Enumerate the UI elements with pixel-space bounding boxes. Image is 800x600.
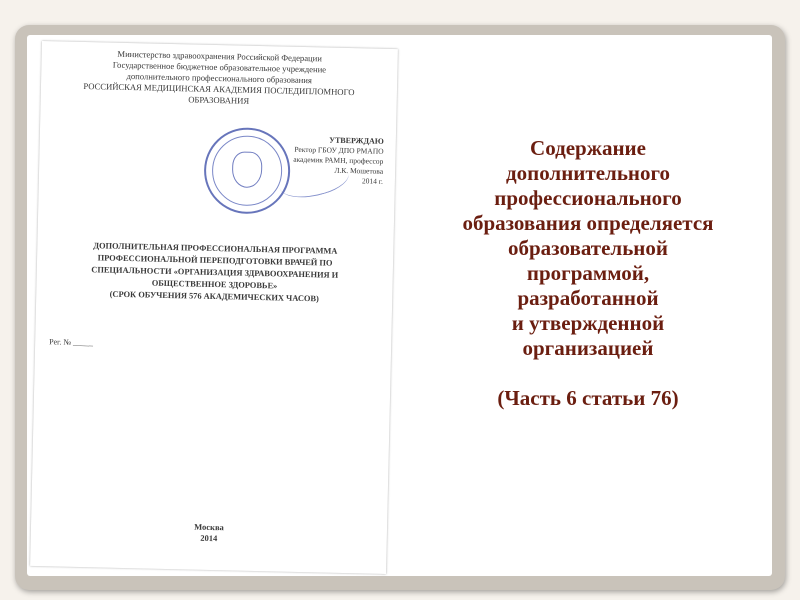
place-and-year: [31, 518, 387, 548]
header-line: ОБРАЗОВАНИЯ: [188, 94, 250, 106]
body-line: программой,: [526, 261, 650, 285]
program-title-line: ПРОФЕССИОНАЛЬНОЙ ПЕРЕПОДГОТОВКИ ВРАЧЕЙ ПО: [97, 253, 333, 268]
year: 2014: [200, 532, 218, 544]
program-title-line: ОБЩЕСТВЕННОЕ ЗДОРОВЬЕ»: [151, 278, 278, 291]
body-line: Содержание: [530, 136, 646, 160]
program-title-line: (СРОК ОБУЧЕНИЯ 576 АКАДЕМИЧЕСКИХ ЧАСОВ): [109, 289, 319, 304]
approval-line: Л.К. Мошетова: [334, 165, 384, 176]
registration-number: Рег. № _____: [49, 337, 94, 348]
body-line: разработанной: [517, 286, 659, 310]
header-line: РОССИЙСКАЯ МЕДИЦИНСКАЯ АКАДЕМИЯ ПОСЛЕДИПЛОМНОГО: [83, 80, 355, 98]
header-line: дополнительного профессионального образования: [126, 70, 312, 86]
approval-line: 2014 г.: [361, 176, 384, 186]
approval-heading: УТВЕРЖДАЮ: [329, 135, 384, 146]
law-reference: (Часть 6 статьи 76): [497, 386, 679, 410]
city: Москва: [194, 521, 224, 533]
header-line: Государственное бюджетное образовательное учреждение: [112, 59, 327, 75]
slide-body-text: [408, 136, 768, 411]
approval-line: Ректор ГБОУ ДПО РМАПО: [294, 144, 384, 156]
approval-line: академик РАМН, профессор: [293, 154, 384, 166]
body-line: образования определяется: [462, 211, 714, 235]
body-line: и утвержденной: [511, 311, 665, 335]
body-line: дополнительного: [505, 161, 671, 185]
body-line: организацией: [522, 336, 654, 360]
document-header: [41, 47, 398, 110]
header-line: Министерство здравоохранения Российской Федерации: [117, 48, 323, 64]
body-line: профессионального: [494, 186, 682, 210]
body-line: образовательной: [508, 236, 668, 260]
program-title-line: СПЕЦИАЛЬНОСТИ «ОРГАНИЗАЦИЯ ЗДРАВООХРАНЕНИЯ И: [91, 265, 339, 280]
document-page-image: [30, 41, 398, 574]
program-title-line: ДОПОЛНИТЕЛЬНАЯ ПРОФЕССИОНАЛЬНАЯ ПРОГРАММА: [93, 241, 338, 256]
program-title: [42, 239, 387, 307]
